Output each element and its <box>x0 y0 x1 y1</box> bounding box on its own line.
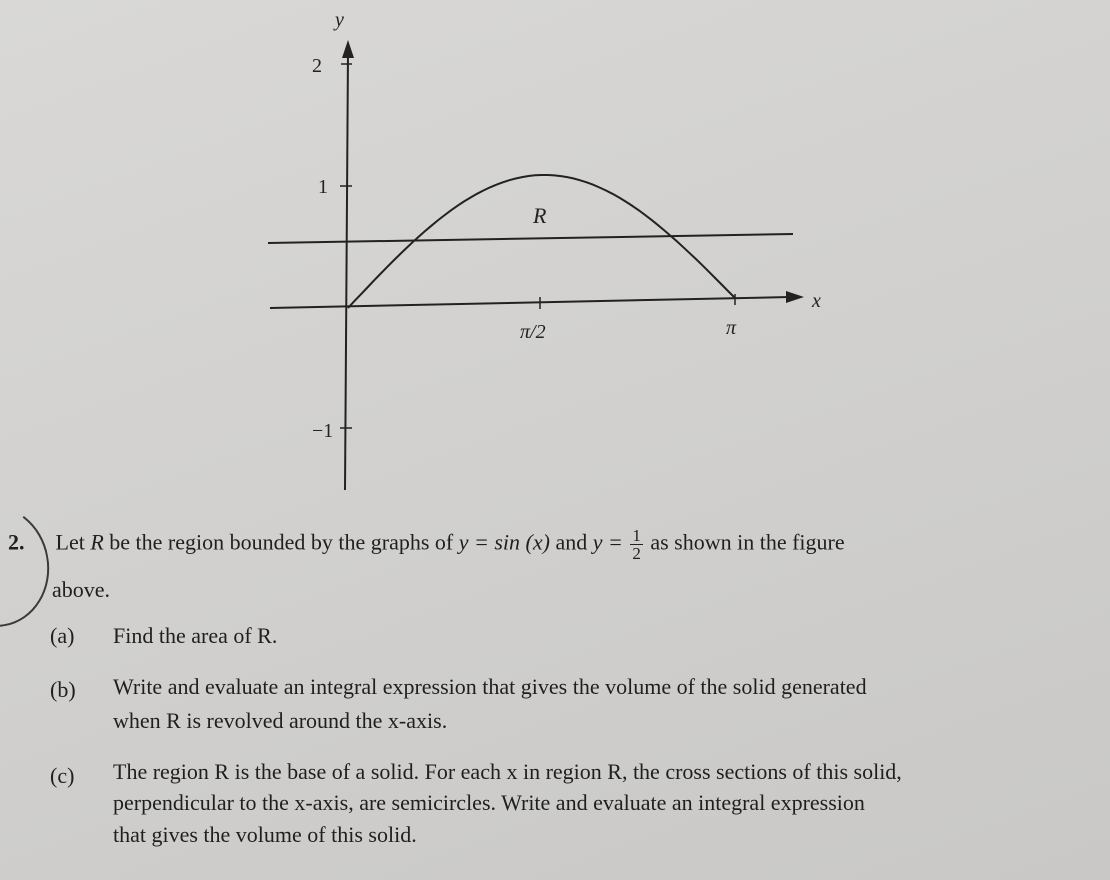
region-label: R <box>533 203 547 228</box>
part-b-text-line-1: Write and evaluate an integral expression that gives the volume of the solid generated <box>113 674 867 699</box>
x-axis <box>270 297 790 308</box>
part-c-text-line-3: that gives the volume of this solid. <box>113 822 417 847</box>
stem-text-1: Let <box>55 529 91 555</box>
y-tick-label-2: 2 <box>312 55 322 77</box>
part-c-label: (c) <box>50 763 75 788</box>
y-tick-label-1: 1 <box>318 176 328 198</box>
part-c-text-line-1: The region R is the base of a solid. For each x in region R, the cross sections of this solid, <box>113 759 902 784</box>
x-axis-label: x <box>812 290 821 312</box>
fraction-one-half <box>630 527 643 562</box>
y-tick-label-neg1: −1 <box>312 420 334 442</box>
fraction-denominator: 2 <box>632 544 641 563</box>
stem-text-3: as shown in the figure <box>644 529 845 555</box>
x-tick-label-pi-half: π/2 <box>520 321 546 343</box>
stem-text-above: above. <box>52 577 111 602</box>
y-axis-arrow-icon <box>342 40 354 58</box>
y-axis-label: y <box>335 9 344 31</box>
part-b-label: (b) <box>50 677 76 702</box>
part-a-text: Find the area of R. <box>113 623 278 648</box>
stem-text-2: be the region bounded by the graphs of <box>103 529 459 555</box>
stem-equation-1: y = sin (x) <box>458 529 550 555</box>
stem-region-R: R <box>90 529 104 555</box>
part-b-text-line-2: when R is revolved around the x-axis. <box>113 708 448 733</box>
part-c-text-line-2: perpendicular to the x-axis, are semicircles. Write and evaluate an integral expression <box>113 790 865 815</box>
fraction-numerator: 1 <box>632 526 641 545</box>
stem-equation-2: y = <box>592 529 623 555</box>
problem-stem-line-2 <box>52 577 110 603</box>
part-a-label: (a) <box>50 623 75 648</box>
problem-stem-line-1 <box>8 527 845 562</box>
y-axis <box>345 52 348 490</box>
hand-drawn-circle <box>0 496 59 635</box>
problem-number: 2. <box>8 529 25 555</box>
x-axis-arrow-icon <box>786 291 804 303</box>
stem-and: and <box>549 529 593 555</box>
x-tick-label-pi: π <box>726 317 737 339</box>
